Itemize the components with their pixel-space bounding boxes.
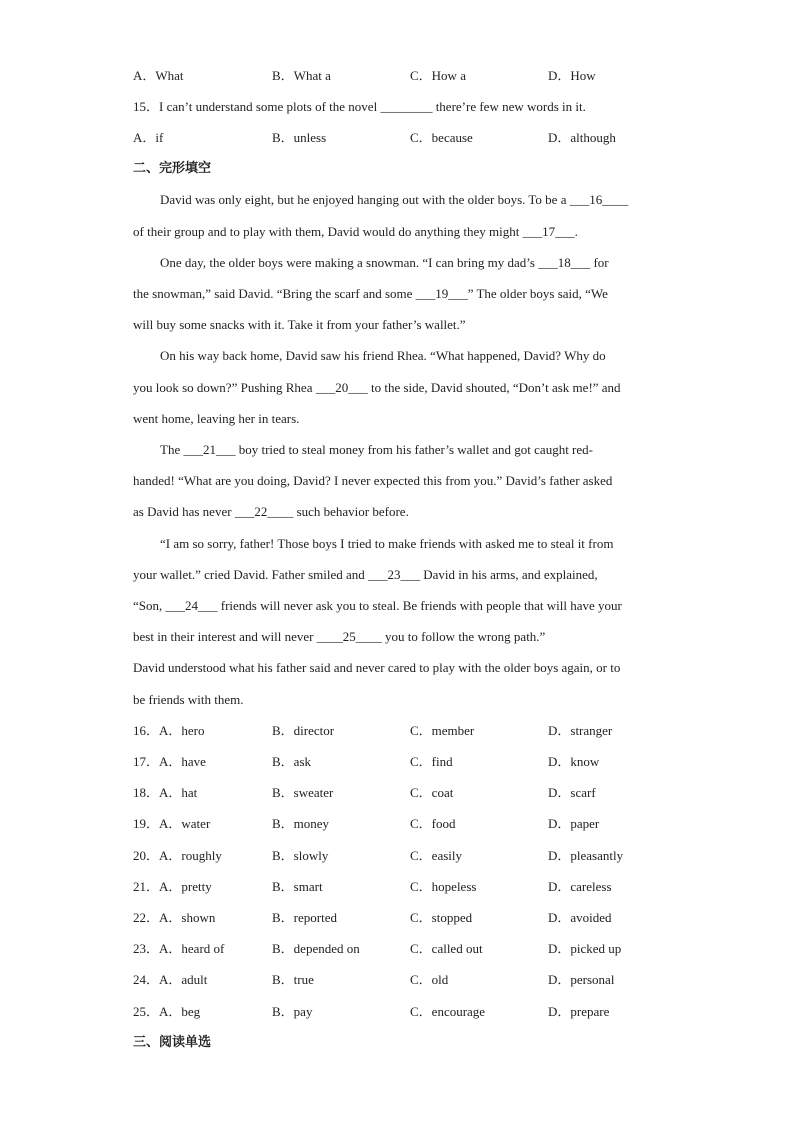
- option-a: [133, 939, 224, 959]
- option-a-text: A．heard of: [159, 941, 225, 956]
- option-c: C．stopped: [410, 910, 473, 925]
- option-a: [133, 877, 212, 897]
- option-d: D．scarf: [548, 785, 596, 800]
- blank-19: ___19___: [415, 286, 468, 301]
- option-c: C．food: [410, 816, 456, 831]
- passage-line: [133, 627, 545, 647]
- option-c: C．called out: [410, 941, 483, 956]
- blank-21: ___21___: [183, 442, 236, 457]
- option-a-text: A．shown: [159, 910, 216, 925]
- question-row: [133, 721, 693, 741]
- passage-text: One day, the older boys were making a snowman. “I can bring my dad’s: [160, 255, 539, 270]
- option-b: B．reported: [272, 910, 337, 925]
- passage-text: friends will never ask you to steal. Be friends with people that will have your: [217, 598, 622, 613]
- option-b: B．What a: [272, 68, 331, 83]
- option-c: C．How a: [410, 68, 466, 83]
- question-number: 22．: [133, 910, 160, 925]
- option-d: D．know: [548, 754, 600, 769]
- option-b: B．depended on: [272, 941, 360, 956]
- option-b: B．sweater: [272, 785, 334, 800]
- passage-line: [160, 253, 609, 273]
- option-a: A．if: [133, 130, 164, 145]
- passage-text: best in their interest and will never: [133, 629, 317, 644]
- option-a: [133, 752, 206, 772]
- question-number: 23．: [133, 941, 160, 956]
- blank-16: ___16____: [569, 192, 629, 207]
- q14-options: [133, 66, 693, 86]
- question-number: 18．: [133, 785, 160, 800]
- blank-18: ___18___: [538, 255, 591, 270]
- passage-line: [133, 222, 578, 242]
- passage-line: [133, 502, 409, 522]
- option-a: [133, 846, 222, 866]
- option-c: C．find: [410, 754, 453, 769]
- passage-text: you to follow the wrong path.”: [381, 629, 546, 644]
- section-heading-reading: 三、阅读单选: [133, 1035, 212, 1050]
- option-d: D．How: [548, 68, 596, 83]
- passage-line: “I am so sorry, father! Those boys I tried to make friends with asked me to steal it from: [160, 536, 614, 551]
- passage-text: David in his arms, and explained,: [420, 567, 598, 582]
- option-b: B．unless: [272, 130, 327, 145]
- passage-line: [133, 565, 598, 585]
- option-a: [133, 721, 205, 741]
- question-row: [133, 877, 693, 897]
- option-d: D．prepare: [548, 1004, 610, 1019]
- q15-stem-after: there’re few new words in it.: [432, 99, 586, 114]
- option-a-text: A．have: [159, 754, 206, 769]
- option-c: C．coat: [410, 785, 454, 800]
- q15-options: [133, 128, 693, 148]
- q15-stem-before: 15．I can’t understand some plots of the novel: [133, 99, 381, 114]
- passage-text: the snowman,” said David. “Bring the scarf and some: [133, 286, 416, 301]
- passage-text: “Son,: [133, 598, 166, 613]
- option-a-text: A．roughly: [159, 848, 222, 863]
- option-d: D．careless: [548, 879, 612, 894]
- option-b: B．smart: [272, 879, 323, 894]
- passage-line: On his way back home, David saw his friend Rhea. “What happened, David? Why do: [160, 348, 606, 363]
- question-number: 25．: [133, 1004, 160, 1019]
- option-c: C．hopeless: [410, 879, 477, 894]
- passage-line: [160, 190, 628, 210]
- option-a: [133, 908, 215, 928]
- question-number: 16．: [133, 723, 160, 738]
- option-b: B．ask: [272, 754, 312, 769]
- passage-text: boy tried to steal money from his father’s wallet and got caught red-: [235, 442, 593, 457]
- blank-25: ____25____: [316, 629, 382, 644]
- option-a: [133, 970, 207, 990]
- option-b: B．true: [272, 972, 314, 987]
- option-b: B．money: [272, 816, 330, 831]
- question-row: [133, 814, 693, 834]
- option-a-text: A．adult: [159, 972, 208, 987]
- option-a: A．What: [133, 68, 184, 83]
- passage-line: [133, 284, 608, 304]
- question-row: [133, 908, 693, 928]
- passage-text: The: [160, 442, 184, 457]
- question-row: [133, 846, 693, 866]
- question-number: 24．: [133, 972, 160, 987]
- option-a-text: A．beg: [159, 1004, 201, 1019]
- question-row: [133, 970, 693, 990]
- passage-text: .: [574, 224, 578, 239]
- passage-line: [160, 440, 593, 460]
- question-number: 20．: [133, 848, 160, 863]
- passage-text: of their group and to play with them, David would do anything they might: [133, 224, 523, 239]
- passage-text: as David has never: [133, 504, 235, 519]
- option-a-text: A．hat: [159, 785, 198, 800]
- passage-text: your wallet.” cried David. Father smiled and: [133, 567, 369, 582]
- passage-line: be friends with them.: [133, 692, 244, 707]
- passage-text: David was only eight, but he enjoyed hanging out with the older boys. To be a: [160, 192, 570, 207]
- option-d: D．although: [548, 130, 616, 145]
- option-c: C．encourage: [410, 1004, 486, 1019]
- option-d: D．personal: [548, 972, 615, 987]
- passage-text: to the side, David shouted, “Don’t ask me!” and: [367, 380, 621, 395]
- section-heading-cloze: 二、完形填空: [133, 161, 212, 176]
- q15-blank: ________: [380, 99, 433, 114]
- option-a-text: A．water: [159, 816, 211, 831]
- question-row: [133, 783, 693, 803]
- passage-line: David understood what his father said and never cared to play with the older boys again, or to: [133, 660, 621, 675]
- question-number: 19．: [133, 816, 160, 831]
- blank-23: ___23___: [368, 567, 421, 582]
- option-a: [133, 783, 197, 803]
- option-c: C．because: [410, 130, 473, 145]
- blank-17: ___17___: [522, 224, 575, 239]
- question-row: [133, 939, 693, 959]
- q15-stem: [133, 97, 586, 117]
- passage-line: will buy some snacks with it. Take it from your father’s wallet.”: [133, 317, 466, 332]
- passage-text: you look so down?” Pushing Rhea: [133, 380, 316, 395]
- option-c: C．member: [410, 723, 475, 738]
- option-a-text: A．hero: [159, 723, 205, 738]
- passage-line: handed! “What are you doing, David? I never expected this from you.” David’s father asked: [133, 473, 613, 488]
- blank-22: ___22____: [234, 504, 294, 519]
- passage-line: [133, 596, 622, 616]
- passage-line: [133, 378, 621, 398]
- passage-text: for: [590, 255, 609, 270]
- option-d: D．pleasantly: [548, 848, 624, 863]
- question-row: [133, 1002, 693, 1022]
- passage-line: went home, leaving her in tears.: [133, 411, 300, 426]
- option-c: C．old: [410, 972, 449, 987]
- passage-text: ” The older boys said, “We: [467, 286, 608, 301]
- option-d: D．avoided: [548, 910, 612, 925]
- option-d: D．stranger: [548, 723, 613, 738]
- passage-text: such behavior before.: [293, 504, 409, 519]
- option-d: D．picked up: [548, 941, 622, 956]
- question-row: [133, 752, 693, 772]
- option-a: [133, 1002, 200, 1022]
- option-b: B．pay: [272, 1004, 313, 1019]
- option-b: B．director: [272, 723, 335, 738]
- option-d: D．paper: [548, 816, 600, 831]
- question-number: 21．: [133, 879, 160, 894]
- question-number: 17．: [133, 754, 160, 769]
- option-a: [133, 814, 210, 834]
- blank-24: ___24___: [165, 598, 218, 613]
- option-a-text: A．pretty: [159, 879, 212, 894]
- blank-20: ___20___: [315, 380, 368, 395]
- option-b: B．slowly: [272, 848, 329, 863]
- option-c: C．easily: [410, 848, 462, 863]
